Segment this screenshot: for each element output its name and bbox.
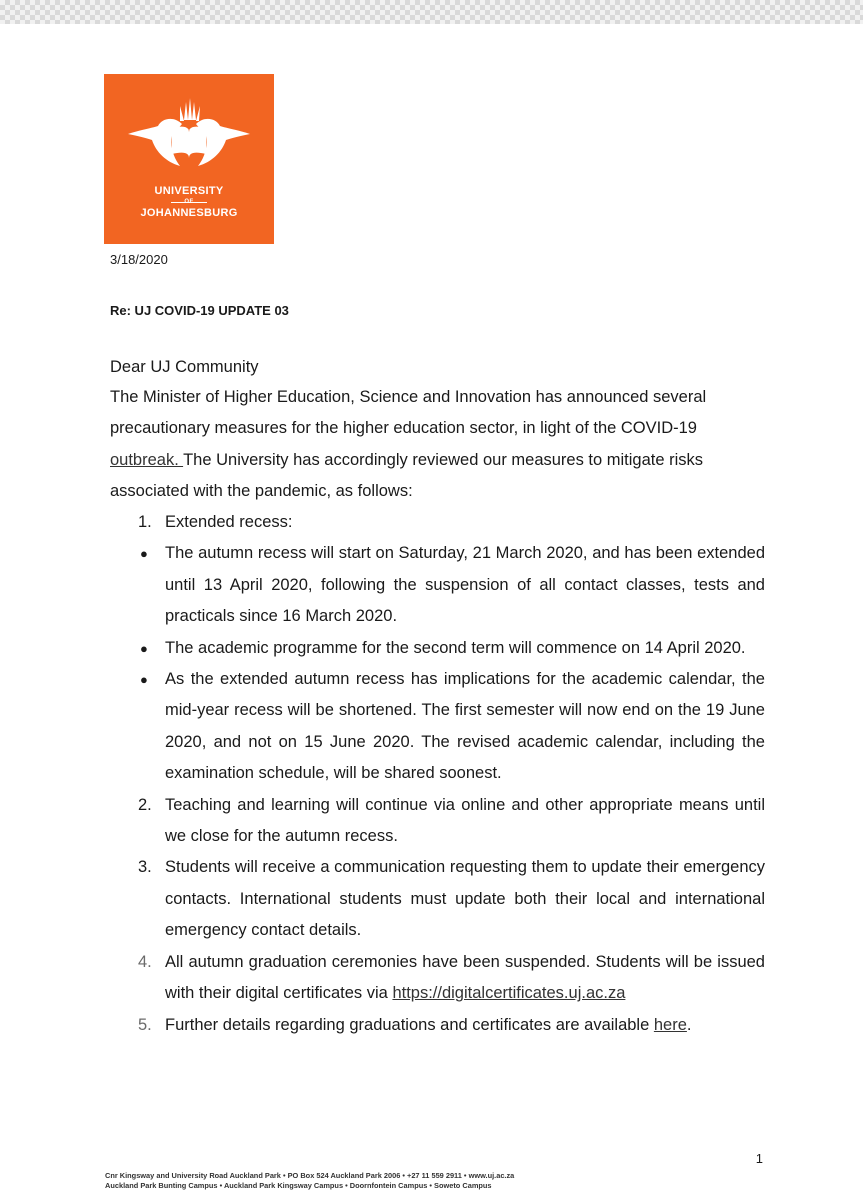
greeting: Dear UJ Community xyxy=(110,358,259,376)
list-item xyxy=(110,947,765,1010)
bullet-text: The academic programme for the second term will commence on 14 April 2020. xyxy=(165,638,746,657)
list-number: 4. xyxy=(138,952,152,971)
bullet-item xyxy=(110,633,765,664)
list-item-text: Further details regarding graduations and certificates are available xyxy=(165,1015,654,1034)
list-item-text: Extended recess: xyxy=(165,513,293,531)
page-number: 1 xyxy=(755,1151,763,1166)
list-number: 2. xyxy=(138,795,152,814)
footer-address xyxy=(105,1171,665,1191)
list-item-text: All autumn graduation ceremonies have been suspended. Students will be issued with their digital certificates via xyxy=(165,952,765,1003)
list-item xyxy=(110,790,765,853)
bullet-item xyxy=(110,538,765,632)
bullet-text: As the extended autumn recess has implications for the academic calendar, the mid-year recess will be shortened. The first semester will now end on the 19 June 2020, and not on 15 June 2020. The revised academic calendar, including the examination schedule, will be shared soonest. xyxy=(165,670,765,783)
list-item-text: Students will receive a communication requesting them to update their emergency contacts. International students must update both their local and international emergency contact details. xyxy=(165,858,765,940)
intro-text-part2: The University has accordingly reviewed our measures to mitigate risks associated with the pandemic, as follows: xyxy=(110,450,704,501)
footer-line-1: Cnr Kingsway and University Road Auckland Park • PO Box 524 Auckland Park 2006 • +27 11 559 2911 • www.uj.ac.za xyxy=(105,1171,515,1180)
outbreak-link[interactable]: outbreak. xyxy=(110,450,184,469)
university-logo xyxy=(104,74,274,244)
list-number: 1. xyxy=(138,513,152,531)
here-link[interactable]: here xyxy=(653,1015,687,1034)
logo-line-of: OF xyxy=(184,199,194,205)
bullet-item xyxy=(110,664,765,790)
bullet-icon: ● xyxy=(140,546,148,562)
logo-line-johannesburg: JOHANNESBURG xyxy=(140,207,238,219)
bullet-text: The autumn recess will start on Saturday, 21 March 2020, and has been extended until 13 April 2020, following the suspension of all contact classes, tests and practicals since 16 March 2020. xyxy=(165,544,765,626)
list-number: 5. xyxy=(138,1015,152,1034)
logo-line-university: UNIVERSITY xyxy=(154,185,224,197)
list-item xyxy=(110,852,765,946)
measures-list xyxy=(110,507,765,1041)
top-decorative-strip xyxy=(0,0,863,24)
bullet-icon: ● xyxy=(140,640,148,656)
list-item xyxy=(110,507,765,538)
footer-line-2: Auckland Park Bunting Campus • Auckland Park Kingsway Campus • Doornfontein Campus • Soweto Campus xyxy=(105,1181,492,1190)
list-item xyxy=(110,1010,765,1041)
list-number: 3. xyxy=(138,858,152,877)
bullet-icon: ● xyxy=(140,672,148,688)
list-item-end: . xyxy=(686,1015,692,1034)
intro-text-part1: The Minister of Higher Education, Science and Innovation has announced several precautionary measures for the higher education sector, in light of the COVID-19 xyxy=(110,388,707,438)
digital-certificates-link[interactable]: https://digitalcertificates.uj.ac.za xyxy=(392,984,626,1003)
letter-subject: Re: UJ COVID-19 UPDATE 03 xyxy=(110,303,289,318)
letter-date: 3/18/2020 xyxy=(110,252,168,267)
list-item-text: Teaching and learning will continue via online and other appropriate means until we close for the autumn recess. xyxy=(165,795,765,846)
intro-paragraph xyxy=(110,382,765,508)
